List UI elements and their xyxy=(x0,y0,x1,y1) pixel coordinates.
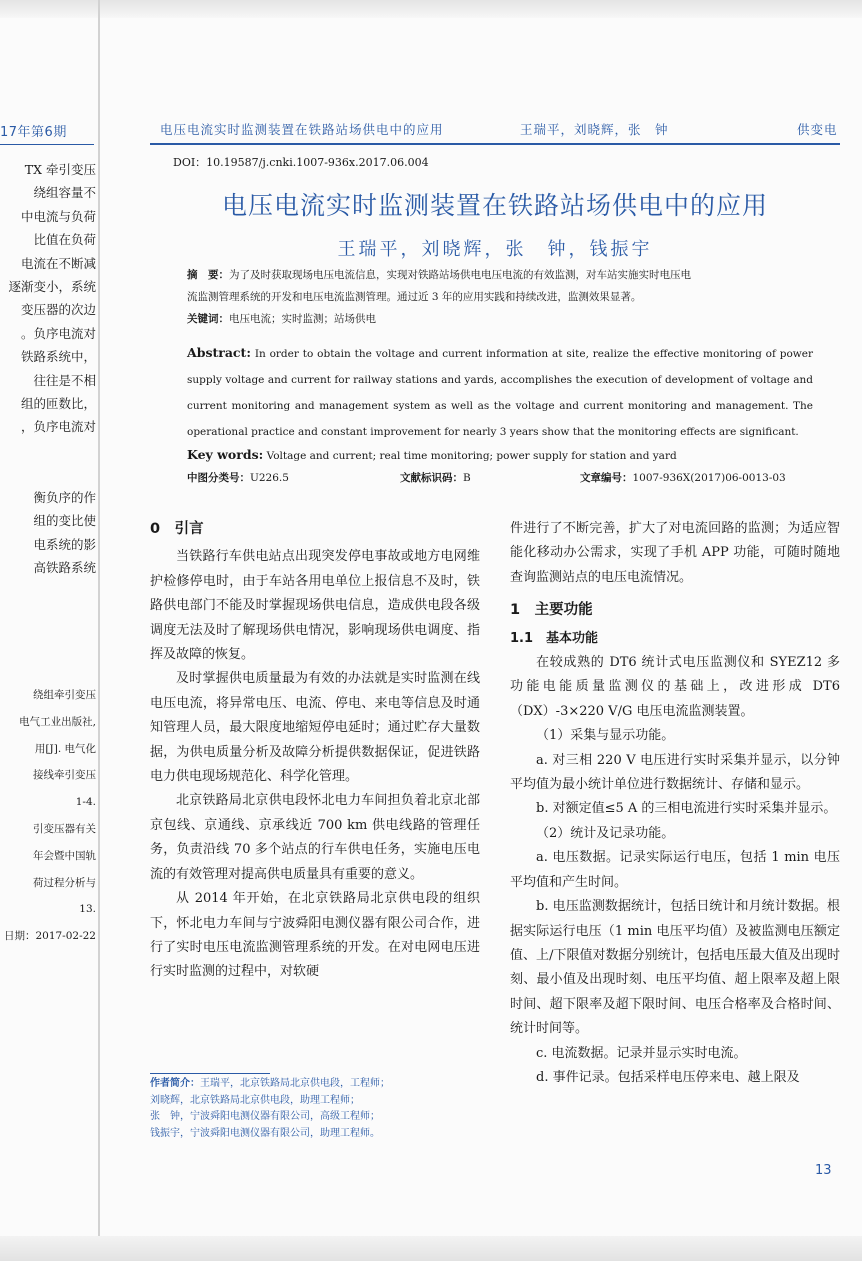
list-item: c. 电流数据。记录并显示实时电流。 xyxy=(536,1045,747,1061)
prev-line xyxy=(0,439,96,462)
abstract-cn-label: 摘 要： xyxy=(187,269,229,281)
keywords-cn-text: 电压电流；实时监测；站场供电 xyxy=(229,313,376,325)
keywords-cn-label: 关键词： xyxy=(187,313,229,325)
page-number: 13 xyxy=(815,1163,832,1178)
prev-ref: 用[J]. 电气化 xyxy=(34,742,96,755)
section-1-1-heading: 1.1 基本功能 xyxy=(510,630,599,646)
keywords-cn xyxy=(187,308,813,330)
list-item: b. 对额定值≤5 A 的三相电流进行实时采集并显示。 xyxy=(536,801,837,817)
prev-ref: 13. xyxy=(79,903,96,916)
prev-page-rule xyxy=(0,144,94,145)
prev-line: TX 牵引变压 xyxy=(24,162,96,177)
right-column xyxy=(510,517,840,1090)
prev-line: 电流在不断减 xyxy=(20,255,96,271)
prev-page-references xyxy=(0,682,96,950)
paragraph: 从 2014 年开始，在北京铁路局北京供电段的组织下，怀北电力车间与宁波舜阳电测仪器有限公司合作，进行了实时电压电流监测管理系统的开发。在对电网电压进行实时监测的过程中，对软硬 xyxy=(150,891,480,980)
running-header-authors: 王瑞平，刘晓辉，张 钟 xyxy=(520,122,669,137)
prev-line: 高铁路系统 xyxy=(33,559,96,575)
paragraph: 北京铁路局北京供电段怀北电力车间担负着北京北部京包线、京通线、京承线近 700 km 供电线路的管理任务，负责沿线 70 多个站点的行车供电任务，实施电压电流的有效管理对提高供电质量具有重要的意义。 xyxy=(150,793,480,882)
left-column xyxy=(150,517,480,985)
prev-line: 中电流与负荷 xyxy=(20,208,96,224)
paragraph: 在较成熟的 DT6 统计式电压监测仪和 SYEZ12 多功能电能质量监测仪的基础上，改进形成 DT6（DX）-3×220 V/G 电压电流监测装置。 xyxy=(510,655,840,719)
prev-ref: 引变压器有关 xyxy=(33,822,96,835)
article-title: 电压电流实时监测装置在铁路站场供电中的应用 xyxy=(221,191,768,220)
prev-ref: 绕组牵引变压 xyxy=(33,689,96,701)
list-item: b. 电压监测数据统计，包括日统计和月统计数据。根据实际运行电压（1 min 电压平均值）及被监测电压额定值、上/下限值对数据分别统计，包括电压最大值及出现时刻、最小值及出现时刻、电压平均值、超上限率及超上限时间、超下限率及超下限时间、电压合格率及合格时间、统计时间等。 xyxy=(510,899,840,1037)
prev-line xyxy=(0,462,96,485)
article-number: 文章编号：1007-936X(2017)06-0013-03 xyxy=(580,472,786,484)
abstract-cn-text1: 为了及时获取现场电压电流信息，实现对铁路站场供电电压电流的有效监测，对车站实施实时电压电 xyxy=(229,269,691,281)
clc-number: 中图分类号：U226.5 xyxy=(187,472,289,484)
keywords-en-label: Key words: xyxy=(187,447,264,462)
author-note-label: 作者简介： xyxy=(150,1078,200,1089)
section-1-heading: 1 主要功能 xyxy=(510,602,593,619)
document-code: 文献标识码：B xyxy=(400,472,471,484)
abstract-cn-text2: 流监测管理系统的开发和电压电流监测管理。通过近 3 年的应用实践和持续改进，监测效果显著。 xyxy=(187,291,642,303)
prev-line: ，负序电流对 xyxy=(20,419,96,435)
doi: DOI：10.19587/j.cnki.1007-936x.2017.06.004 xyxy=(173,156,429,169)
prev-line: 铁路系统中， xyxy=(20,349,96,365)
header-rule xyxy=(150,143,840,145)
list-item: a. 电压数据。记录实际运行电压，包括 1 min 电压平均值和产生时间。 xyxy=(510,850,840,890)
prev-line: 逐渐变小，系统 xyxy=(8,279,96,295)
prev-ref: 年会暨中国轨 xyxy=(33,849,96,862)
prev-ref: 接线牵引变压 xyxy=(33,769,96,782)
prev-ref: 电气工业出版社, xyxy=(19,715,96,728)
prev-page-header: 17年第6期 xyxy=(0,125,67,140)
article-authors: 王瑞平，刘晓辉，张 钟，钱振宇 xyxy=(337,239,653,260)
list-item: a. 对三相 220 V 电压进行实时采集并显示，以分钟平均值为最小统计单位进行数据统计、存储和显示。 xyxy=(510,752,840,793)
list-item: （1）采集与显示功能。 xyxy=(536,728,675,744)
abstract-en-label: Abstract: xyxy=(187,345,251,360)
prev-line: 比值在负荷 xyxy=(33,232,96,248)
author-note: 作者简介：王瑞平，北京铁路局北京供电段，工程师； 刘晓辉，北京铁路局北京供电段，助理工程师； 张 钟，宁波舜阳电测仪器有限公司，高级工程师； 钱振宇，宁波舜阳电测仪器有限公司，助理工程师。 xyxy=(150,1078,390,1139)
abstract-en xyxy=(187,340,813,445)
section-0-heading: 0 引言 xyxy=(150,521,204,537)
keywords-en-text: Voltage and current; real time monitoring; power supply for station and yard xyxy=(266,450,677,462)
prev-line: 组的匝数比， xyxy=(20,396,96,412)
prev-line: 绕组容量不 xyxy=(33,185,96,201)
prev-line: 电系统的影 xyxy=(33,536,96,552)
prev-page-text xyxy=(0,158,96,579)
paragraph-continued: 件进行了不断完善，扩大了对电流回路的监测；为适应智能化移动办公需求，实现了手机 APP 功能，可随时随地查询监测站点的电压电流情况。 xyxy=(510,521,840,585)
list-item: d. 事件记录。包括采样电压停来电、越上限及 xyxy=(536,1069,800,1085)
scan-bottom-edge xyxy=(0,1236,862,1261)
prev-line: 组的变比使 xyxy=(33,513,96,529)
prev-ref: 荷过程分析与 xyxy=(33,876,96,889)
running-header-section: 供变电 xyxy=(797,122,838,137)
page-fold xyxy=(98,0,100,1261)
running-header-title: 电压电流实时监测装置在铁路站场供电中的应用 xyxy=(160,122,444,137)
prev-line: 变压器的次边 xyxy=(20,302,96,318)
scan-top-edge xyxy=(0,0,862,18)
paragraph: 及时掌握供电质量最为有效的办法就是实时监测在线电压电流，将异常电压、电流、停电、来电等信息及时通知管理人员，最大限度地缩短停电延时；通过贮存大量数据，为供电质量分析及故障分析提供数据保证，促进铁路电力供电现场规范化、科学化管理。 xyxy=(150,671,480,785)
list-item: （2）统计及记录功能。 xyxy=(536,825,675,841)
prev-ref: 日期：2017-02-22 xyxy=(3,930,96,943)
paragraph: 当铁路行车供电站点出现突发停电事故或地方电网维护检修停电时，由于车站各用电单位上报信息不及时，铁路供电部门不能及时掌握现场供电信息，造成供电段各级调度无法及时了解现场供电情况，影响现场供电调度、指挥及故障的恢复。 xyxy=(150,549,480,663)
abstract-cn-line1 xyxy=(187,264,813,286)
author-note-rule xyxy=(150,1073,270,1074)
abstract-cn xyxy=(187,264,813,330)
abstract-en-text: In order to obtain the voltage and current information at site, realize the effective monitoring of power supply voltage and current for railway stations and yards, accomplishes the execution of development of voltage and current monitoring and management system as well as the voltage and current monitoring and management. The operational practice and constant improvement for nearly 3 years show that the monitoring effects are significant. xyxy=(187,348,813,438)
prev-line: 往往是不相 xyxy=(33,372,96,388)
prev-line: 。负序电流对 xyxy=(20,325,96,341)
prev-ref: 1-4. xyxy=(75,796,96,809)
keywords-en xyxy=(187,444,813,467)
prev-line: 衡负序的作 xyxy=(33,489,96,505)
